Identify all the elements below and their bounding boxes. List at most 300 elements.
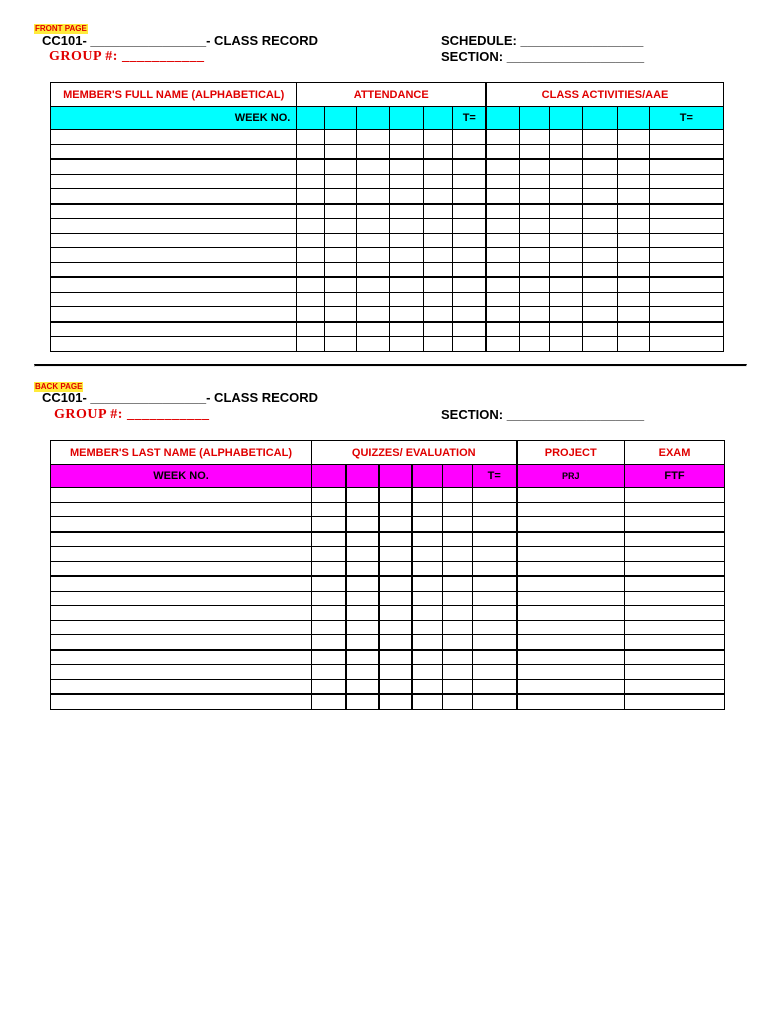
score-cell[interactable] <box>625 620 725 635</box>
score-cell[interactable] <box>486 130 519 145</box>
score-cell[interactable] <box>517 561 625 576</box>
score-cell[interactable] <box>312 665 346 680</box>
score-cell[interactable] <box>379 620 412 635</box>
score-cell[interactable] <box>486 337 519 352</box>
score-cell[interactable] <box>582 248 617 263</box>
score-cell[interactable] <box>297 174 325 189</box>
score-cell[interactable] <box>473 620 517 635</box>
score-cell[interactable] <box>617 292 649 307</box>
score-cell[interactable] <box>390 262 424 277</box>
score-cell[interactable] <box>625 591 725 606</box>
score-cell[interactable] <box>424 322 453 337</box>
member-name-cell[interactable] <box>51 517 312 532</box>
score-cell[interactable] <box>297 322 325 337</box>
score-cell[interactable] <box>649 219 723 234</box>
score-cell[interactable] <box>625 561 725 576</box>
member-name-cell[interactable] <box>51 635 312 650</box>
score-cell[interactable] <box>517 620 625 635</box>
score-cell[interactable] <box>379 679 412 694</box>
score-cell[interactable] <box>486 204 519 219</box>
score-cell[interactable] <box>357 307 390 322</box>
score-cell[interactable] <box>473 517 517 532</box>
score-cell[interactable] <box>424 130 453 145</box>
score-cell[interactable] <box>390 337 424 352</box>
member-name-cell[interactable] <box>51 561 312 576</box>
score-cell[interactable] <box>582 204 617 219</box>
score-cell[interactable] <box>453 174 486 189</box>
score-cell[interactable] <box>453 219 486 234</box>
score-cell[interactable] <box>325 292 357 307</box>
score-cell[interactable] <box>443 561 473 576</box>
score-cell[interactable] <box>379 576 412 591</box>
week-cell[interactable] <box>424 107 453 130</box>
score-cell[interactable] <box>379 650 412 665</box>
score-cell[interactable] <box>424 204 453 219</box>
score-cell[interactable] <box>617 144 649 159</box>
week-cell[interactable] <box>297 107 325 130</box>
score-cell[interactable] <box>517 635 625 650</box>
score-cell[interactable] <box>325 322 357 337</box>
score-cell[interactable] <box>617 322 649 337</box>
score-cell[interactable] <box>625 650 725 665</box>
score-cell[interactable] <box>519 204 549 219</box>
score-cell[interactable] <box>346 547 379 562</box>
score-cell[interactable] <box>473 532 517 547</box>
score-cell[interactable] <box>582 262 617 277</box>
score-cell[interactable] <box>519 248 549 263</box>
score-cell[interactable] <box>453 204 486 219</box>
score-cell[interactable] <box>649 262 723 277</box>
week-cell[interactable] <box>312 465 346 488</box>
score-cell[interactable] <box>390 144 424 159</box>
score-cell[interactable] <box>379 561 412 576</box>
score-cell[interactable] <box>473 576 517 591</box>
score-cell[interactable] <box>649 307 723 322</box>
score-cell[interactable] <box>357 292 390 307</box>
score-cell[interactable] <box>390 189 424 204</box>
score-cell[interactable] <box>346 576 379 591</box>
score-cell[interactable] <box>379 488 412 503</box>
score-cell[interactable] <box>549 262 582 277</box>
score-cell[interactable] <box>519 262 549 277</box>
score-cell[interactable] <box>424 307 453 322</box>
score-cell[interactable] <box>346 561 379 576</box>
score-cell[interactable] <box>517 694 625 709</box>
week-cell[interactable] <box>379 465 412 488</box>
score-cell[interactable] <box>486 277 519 292</box>
score-cell[interactable] <box>379 665 412 680</box>
score-cell[interactable] <box>390 159 424 174</box>
score-cell[interactable] <box>325 262 357 277</box>
score-cell[interactable] <box>312 606 346 621</box>
score-cell[interactable] <box>649 174 723 189</box>
score-cell[interactable] <box>297 337 325 352</box>
score-cell[interactable] <box>649 292 723 307</box>
score-cell[interactable] <box>357 277 390 292</box>
score-cell[interactable] <box>312 620 346 635</box>
week-cell[interactable] <box>519 107 549 130</box>
score-cell[interactable] <box>443 517 473 532</box>
score-cell[interactable] <box>312 517 346 532</box>
score-cell[interactable] <box>549 292 582 307</box>
score-cell[interactable] <box>519 307 549 322</box>
score-cell[interactable] <box>486 144 519 159</box>
member-name-cell[interactable] <box>51 277 297 292</box>
score-cell[interactable] <box>424 174 453 189</box>
score-cell[interactable] <box>453 233 486 248</box>
score-cell[interactable] <box>453 189 486 204</box>
score-cell[interactable] <box>325 189 357 204</box>
score-cell[interactable] <box>412 694 443 709</box>
score-cell[interactable] <box>582 322 617 337</box>
score-cell[interactable] <box>486 322 519 337</box>
score-cell[interactable] <box>582 219 617 234</box>
score-cell[interactable] <box>346 620 379 635</box>
score-cell[interactable] <box>486 219 519 234</box>
week-cell[interactable] <box>325 107 357 130</box>
member-name-cell[interactable] <box>51 130 297 145</box>
score-cell[interactable] <box>346 665 379 680</box>
score-cell[interactable] <box>443 665 473 680</box>
score-cell[interactable] <box>473 694 517 709</box>
score-cell[interactable] <box>312 679 346 694</box>
member-name-cell[interactable] <box>51 262 297 277</box>
score-cell[interactable] <box>443 488 473 503</box>
score-cell[interactable] <box>625 665 725 680</box>
score-cell[interactable] <box>473 488 517 503</box>
score-cell[interactable] <box>519 174 549 189</box>
score-cell[interactable] <box>325 130 357 145</box>
member-name-cell[interactable] <box>51 650 312 665</box>
score-cell[interactable] <box>549 307 582 322</box>
score-cell[interactable] <box>412 679 443 694</box>
score-cell[interactable] <box>549 233 582 248</box>
score-cell[interactable] <box>582 159 617 174</box>
score-cell[interactable] <box>424 292 453 307</box>
score-cell[interactable] <box>312 694 346 709</box>
score-cell[interactable] <box>649 144 723 159</box>
score-cell[interactable] <box>473 679 517 694</box>
score-cell[interactable] <box>625 576 725 591</box>
score-cell[interactable] <box>443 576 473 591</box>
score-cell[interactable] <box>617 130 649 145</box>
score-cell[interactable] <box>582 292 617 307</box>
score-cell[interactable] <box>486 233 519 248</box>
score-cell[interactable] <box>617 337 649 352</box>
score-cell[interactable] <box>617 277 649 292</box>
score-cell[interactable] <box>443 694 473 709</box>
score-cell[interactable] <box>549 130 582 145</box>
score-cell[interactable] <box>473 650 517 665</box>
score-cell[interactable] <box>517 606 625 621</box>
member-name-cell[interactable] <box>51 488 312 503</box>
score-cell[interactable] <box>357 337 390 352</box>
score-cell[interactable] <box>443 591 473 606</box>
score-cell[interactable] <box>346 679 379 694</box>
score-cell[interactable] <box>617 189 649 204</box>
score-cell[interactable] <box>473 635 517 650</box>
score-cell[interactable] <box>549 322 582 337</box>
member-name-cell[interactable] <box>51 322 297 337</box>
member-name-cell[interactable] <box>51 337 297 352</box>
score-cell[interactable] <box>453 292 486 307</box>
score-cell[interactable] <box>325 204 357 219</box>
member-name-cell[interactable] <box>51 665 312 680</box>
score-cell[interactable] <box>625 532 725 547</box>
member-name-cell[interactable] <box>51 591 312 606</box>
score-cell[interactable] <box>625 502 725 517</box>
score-cell[interactable] <box>424 337 453 352</box>
week-cell[interactable] <box>549 107 582 130</box>
score-cell[interactable] <box>519 219 549 234</box>
score-cell[interactable] <box>549 337 582 352</box>
score-cell[interactable] <box>519 130 549 145</box>
score-cell[interactable] <box>453 307 486 322</box>
score-cell[interactable] <box>517 532 625 547</box>
score-cell[interactable] <box>519 159 549 174</box>
member-name-cell[interactable] <box>51 606 312 621</box>
score-cell[interactable] <box>297 144 325 159</box>
score-cell[interactable] <box>549 159 582 174</box>
member-name-cell[interactable] <box>51 189 297 204</box>
score-cell[interactable] <box>412 620 443 635</box>
score-cell[interactable] <box>412 635 443 650</box>
score-cell[interactable] <box>312 591 346 606</box>
score-cell[interactable] <box>649 204 723 219</box>
score-cell[interactable] <box>517 650 625 665</box>
score-cell[interactable] <box>582 307 617 322</box>
member-name-cell[interactable] <box>51 292 297 307</box>
score-cell[interactable] <box>443 547 473 562</box>
score-cell[interactable] <box>625 488 725 503</box>
score-cell[interactable] <box>617 262 649 277</box>
score-cell[interactable] <box>357 204 390 219</box>
member-name-cell[interactable] <box>51 502 312 517</box>
score-cell[interactable] <box>453 322 486 337</box>
member-name-cell[interactable] <box>51 679 312 694</box>
score-cell[interactable] <box>549 144 582 159</box>
member-name-cell[interactable] <box>51 576 312 591</box>
score-cell[interactable] <box>325 159 357 174</box>
score-cell[interactable] <box>473 665 517 680</box>
score-cell[interactable] <box>517 576 625 591</box>
score-cell[interactable] <box>312 532 346 547</box>
score-cell[interactable] <box>617 307 649 322</box>
member-name-cell[interactable] <box>51 159 297 174</box>
score-cell[interactable] <box>297 219 325 234</box>
score-cell[interactable] <box>625 606 725 621</box>
score-cell[interactable] <box>390 307 424 322</box>
score-cell[interactable] <box>519 233 549 248</box>
score-cell[interactable] <box>312 635 346 650</box>
score-cell[interactable] <box>297 159 325 174</box>
score-cell[interactable] <box>486 189 519 204</box>
member-name-cell[interactable] <box>51 620 312 635</box>
score-cell[interactable] <box>582 233 617 248</box>
score-cell[interactable] <box>424 233 453 248</box>
member-name-cell[interactable] <box>51 204 297 219</box>
score-cell[interactable] <box>297 292 325 307</box>
member-name-cell[interactable] <box>51 219 297 234</box>
score-cell[interactable] <box>390 292 424 307</box>
score-cell[interactable] <box>486 262 519 277</box>
score-cell[interactable] <box>346 532 379 547</box>
score-cell[interactable] <box>519 337 549 352</box>
score-cell[interactable] <box>517 547 625 562</box>
week-cell[interactable] <box>486 107 519 130</box>
member-name-cell[interactable] <box>51 233 297 248</box>
score-cell[interactable] <box>519 189 549 204</box>
member-name-cell[interactable] <box>51 144 297 159</box>
score-cell[interactable] <box>443 620 473 635</box>
score-cell[interactable] <box>473 591 517 606</box>
score-cell[interactable] <box>346 502 379 517</box>
score-cell[interactable] <box>357 262 390 277</box>
score-cell[interactable] <box>517 591 625 606</box>
score-cell[interactable] <box>486 248 519 263</box>
score-cell[interactable] <box>412 561 443 576</box>
score-cell[interactable] <box>625 547 725 562</box>
score-cell[interactable] <box>297 204 325 219</box>
score-cell[interactable] <box>357 219 390 234</box>
score-cell[interactable] <box>486 159 519 174</box>
score-cell[interactable] <box>325 233 357 248</box>
score-cell[interactable] <box>357 130 390 145</box>
member-name-cell[interactable] <box>51 307 297 322</box>
score-cell[interactable] <box>346 591 379 606</box>
week-cell[interactable] <box>357 107 390 130</box>
score-cell[interactable] <box>346 488 379 503</box>
score-cell[interactable] <box>325 337 357 352</box>
score-cell[interactable] <box>412 502 443 517</box>
score-cell[interactable] <box>649 248 723 263</box>
score-cell[interactable] <box>346 650 379 665</box>
score-cell[interactable] <box>453 159 486 174</box>
score-cell[interactable] <box>357 248 390 263</box>
score-cell[interactable] <box>649 277 723 292</box>
week-cell[interactable] <box>443 465 473 488</box>
score-cell[interactable] <box>486 174 519 189</box>
score-cell[interactable] <box>519 144 549 159</box>
score-cell[interactable] <box>582 174 617 189</box>
score-cell[interactable] <box>443 606 473 621</box>
score-cell[interactable] <box>412 576 443 591</box>
score-cell[interactable] <box>549 248 582 263</box>
score-cell[interactable] <box>325 174 357 189</box>
score-cell[interactable] <box>517 502 625 517</box>
score-cell[interactable] <box>625 679 725 694</box>
score-cell[interactable] <box>297 262 325 277</box>
member-name-cell[interactable] <box>51 694 312 709</box>
week-cell[interactable] <box>346 465 379 488</box>
score-cell[interactable] <box>617 204 649 219</box>
score-cell[interactable] <box>549 219 582 234</box>
score-cell[interactable] <box>424 144 453 159</box>
score-cell[interactable] <box>390 277 424 292</box>
score-cell[interactable] <box>443 650 473 665</box>
score-cell[interactable] <box>379 606 412 621</box>
score-cell[interactable] <box>649 322 723 337</box>
score-cell[interactable] <box>390 174 424 189</box>
score-cell[interactable] <box>453 248 486 263</box>
score-cell[interactable] <box>582 130 617 145</box>
score-cell[interactable] <box>379 517 412 532</box>
week-cell[interactable] <box>617 107 649 130</box>
score-cell[interactable] <box>649 130 723 145</box>
score-cell[interactable] <box>297 277 325 292</box>
score-cell[interactable] <box>625 517 725 532</box>
score-cell[interactable] <box>617 233 649 248</box>
score-cell[interactable] <box>346 517 379 532</box>
score-cell[interactable] <box>519 322 549 337</box>
score-cell[interactable] <box>325 307 357 322</box>
score-cell[interactable] <box>517 517 625 532</box>
score-cell[interactable] <box>625 694 725 709</box>
score-cell[interactable] <box>412 517 443 532</box>
score-cell[interactable] <box>412 532 443 547</box>
score-cell[interactable] <box>412 650 443 665</box>
score-cell[interactable] <box>390 219 424 234</box>
score-cell[interactable] <box>424 159 453 174</box>
score-cell[interactable] <box>649 233 723 248</box>
score-cell[interactable] <box>346 606 379 621</box>
score-cell[interactable] <box>325 219 357 234</box>
score-cell[interactable] <box>412 591 443 606</box>
score-cell[interactable] <box>486 307 519 322</box>
score-cell[interactable] <box>357 233 390 248</box>
score-cell[interactable] <box>312 502 346 517</box>
score-cell[interactable] <box>473 561 517 576</box>
score-cell[interactable] <box>390 248 424 263</box>
score-cell[interactable] <box>325 248 357 263</box>
score-cell[interactable] <box>346 635 379 650</box>
week-cell[interactable] <box>582 107 617 130</box>
score-cell[interactable] <box>453 144 486 159</box>
score-cell[interactable] <box>453 262 486 277</box>
score-cell[interactable] <box>443 532 473 547</box>
score-cell[interactable] <box>582 144 617 159</box>
score-cell[interactable] <box>379 547 412 562</box>
score-cell[interactable] <box>379 502 412 517</box>
score-cell[interactable] <box>582 337 617 352</box>
score-cell[interactable] <box>312 547 346 562</box>
score-cell[interactable] <box>517 679 625 694</box>
score-cell[interactable] <box>617 248 649 263</box>
score-cell[interactable] <box>517 488 625 503</box>
member-name-cell[interactable] <box>51 248 297 263</box>
score-cell[interactable] <box>549 174 582 189</box>
week-cell[interactable] <box>390 107 424 130</box>
score-cell[interactable] <box>649 189 723 204</box>
score-cell[interactable] <box>453 337 486 352</box>
score-cell[interactable] <box>473 547 517 562</box>
score-cell[interactable] <box>424 189 453 204</box>
score-cell[interactable] <box>312 488 346 503</box>
score-cell[interactable] <box>412 606 443 621</box>
score-cell[interactable] <box>453 277 486 292</box>
score-cell[interactable] <box>617 174 649 189</box>
score-cell[interactable] <box>357 189 390 204</box>
member-name-cell[interactable] <box>51 547 312 562</box>
score-cell[interactable] <box>312 650 346 665</box>
score-cell[interactable] <box>486 292 519 307</box>
score-cell[interactable] <box>443 679 473 694</box>
score-cell[interactable] <box>390 130 424 145</box>
score-cell[interactable] <box>424 277 453 292</box>
score-cell[interactable] <box>379 591 412 606</box>
score-cell[interactable] <box>443 502 473 517</box>
week-cell[interactable] <box>412 465 443 488</box>
